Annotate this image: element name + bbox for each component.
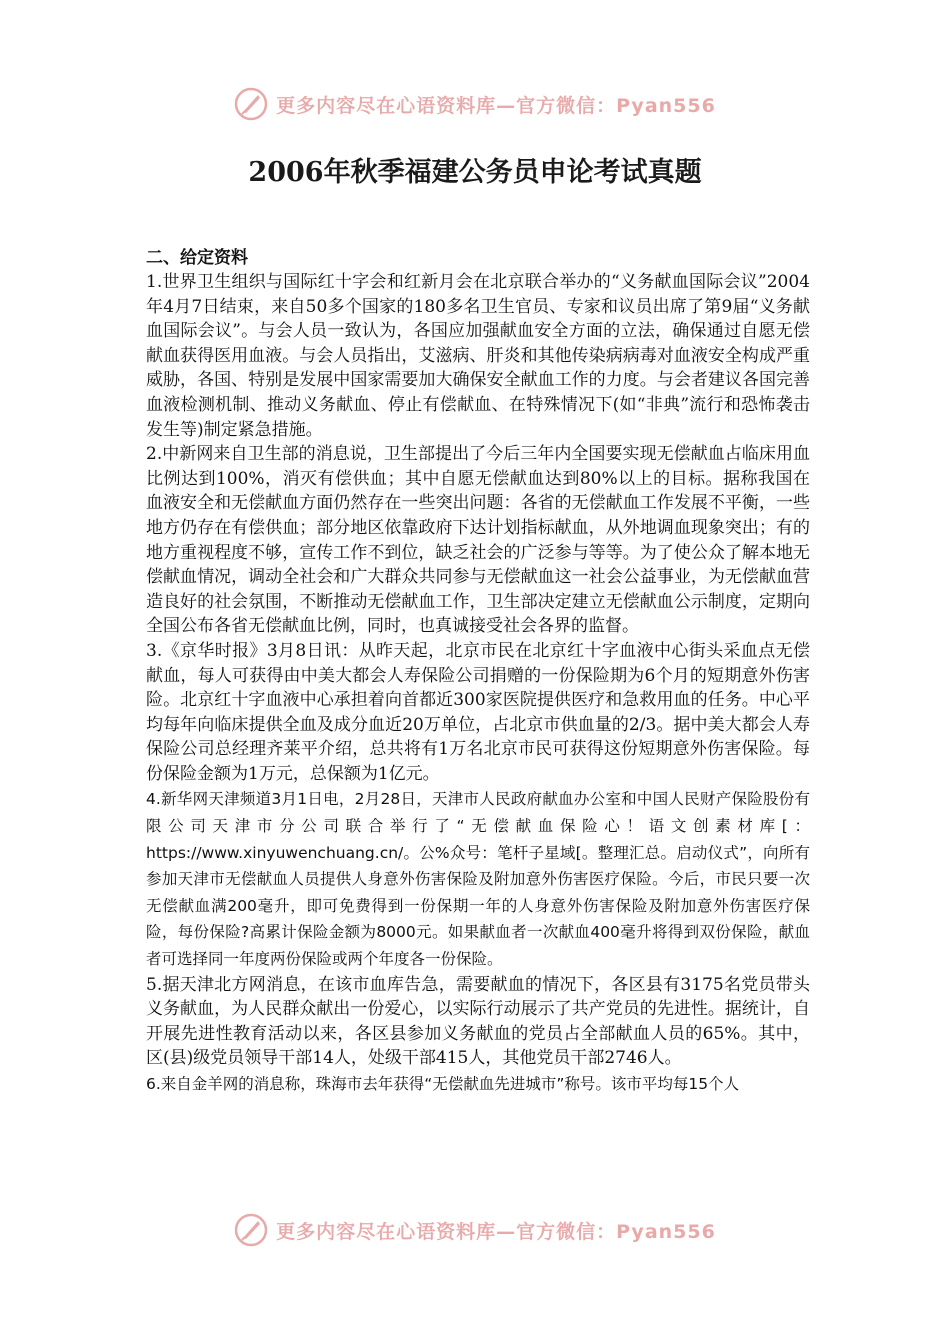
watermark-text: 更多内容尽在心语资料库—官方微信：Pyan556 bbox=[276, 1220, 716, 1243]
paragraph-4: 4.新华网天津频道3月1日电，2月28日，天津市人民政府献血办公室和中国人民财产保险股份有限公司天津市分公司联合举行了“无偿献血保险心！语文创素材库[：https://www.xinyuwenchuang.cn/。公%众号：笔杆子星域[。整理汇总。启动仪式”，向所有参加天津市无偿献血人员提供人身意外伤害保险及附加意外伤害医疗保险。今后，市民只要一次无偿献血满200毫升，即可免费得到一份保期一年的人身意外伤害保险及附加意外伤害医疗保险，每份保险?高累计保险金额为8000元。如果献血者一次献血400毫升将得到双份保险，献血者可选择同一年度两份保险或两个年度各一份保险。 bbox=[146, 790, 810, 969]
paragraph-6: 6.来自金羊网的消息称，珠海市去年获得“无偿献血先进城市”称号。该市平均每15个人 bbox=[146, 1075, 740, 1093]
watermark-text: 更多内容尽在心语资料库—官方微信：Pyan556 bbox=[276, 94, 716, 117]
paragraph-5: 5.据天津北方网消息，在该市血库告急，需要献血的情况下，各区县有3175名党员带头义务献血，为人民群众献出一份爱心，以实际行动展示了共产党员的先进性。据统计，自开展先进性教育活动以来，各区县参加义务献血的党员占全部献血人员的65%。其中，区(县)级党员领导干部14人，处级干部415人，其他党员干部2746人。 bbox=[146, 974, 810, 1069]
paragraph-3: 3.《京华时报》3月8日讯：从昨天起，北京市民在北京红十字血液中心街头采血点无偿献血，每人可获得由中美大都会人寿保险公司捐赠的一份保险期为6个月的短期意外伤害险。北京红十字血液中心承担着向首都近300家医院提供医疗和急救用血的任务。中心平均每年向临床提供全血及成分血近20万单位，占北京市供血量的2/3。据中美大都会人寿保险公司总经理齐莱平介绍，总共将有1万名北京市民可获得这份短期意外伤害保险。每份保险金额为1万元，总保额为1亿元。 bbox=[146, 640, 810, 784]
paragraph-2: 2.中新网来自卫生部的消息说，卫生部提出了今后三年内全国要实现无偿献血占临床用血比例达到100%，消灭有偿供血；其中自愿无偿献血达到80%以上的目标。据称我国在血液安全和无偿献血方面仍然存在一些突出问题：各省的无偿献血工作发展不平衡，一些地方仍存在有偿供血；部分地区依靠政府下达计划指标献血，从外地调血现象突出；有的地方重视程度不够，宣传工作不到位，缺乏社会的广泛参与等等。为了使公众了解本地无偿献血情况，调动全社会和广大群众共同参与无偿献血这一社会公益事业，为无偿献血营造良好的社会氛围，不断推动无偿献血工作，卫生部决定建立无偿献血公示制度，定期向全国公布各省无偿献血比例，同时，也真诚接受社会各界的监督。 bbox=[146, 444, 810, 637]
watermark-banner-top bbox=[0, 84, 950, 124]
section-heading: 二、给定资料 bbox=[146, 248, 248, 268]
quill-logo-icon bbox=[234, 1213, 268, 1247]
paragraph-1: 1.世界卫生组织与国际红十字会和红新月会在北京联合举办的“义务献血国际会议”2004年4月7日结束，来自50多个国家的180多名卫生官员、专家和议员出席了第9届“义务献血国际会议”。与会人员一致认为，各国应加强献血安全方面的立法，确保通过自愿无偿献血获得医用血液。与会人员指出，艾滋病、肝炎和其他传染病病毒对血液安全构成严重威胁，各国、特别是发展中国家需要加大确保安全献血工作的力度。与会者建议各国完善血液检测机制、推动义务献血、停止有偿献血、在特殊情况下(如“非典”流行和恐怖袭击发生等)制定紧急措施。 bbox=[146, 272, 810, 440]
document-body bbox=[146, 246, 810, 1098]
watermark-banner-bottom bbox=[0, 1210, 950, 1250]
quill-logo-icon bbox=[234, 87, 268, 121]
page-title: 2006年秋季福建公务员申论考试真题 bbox=[248, 157, 702, 188]
